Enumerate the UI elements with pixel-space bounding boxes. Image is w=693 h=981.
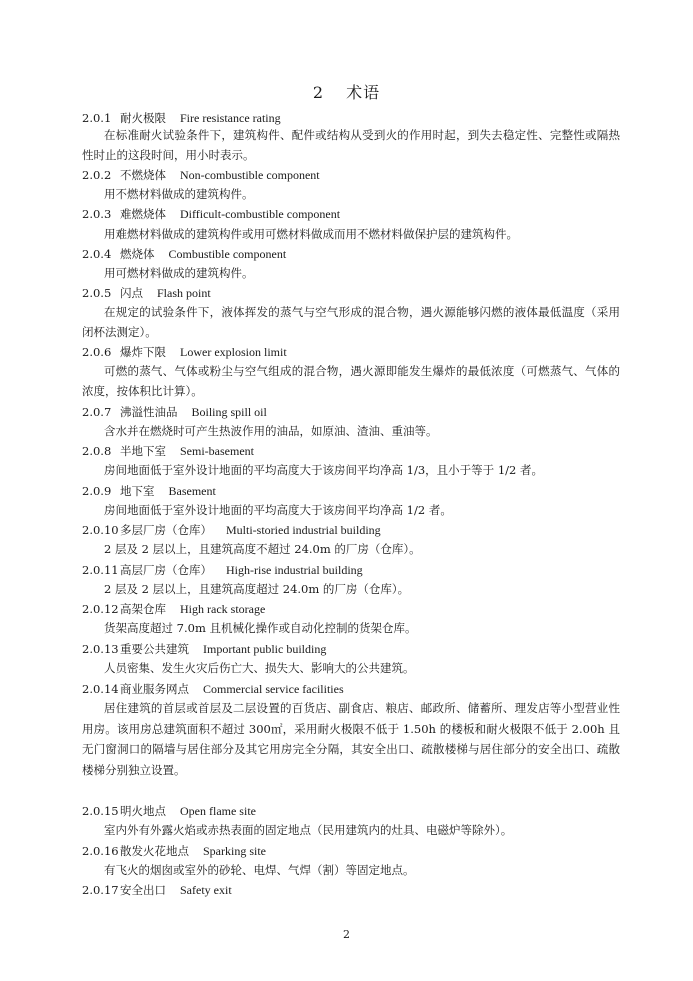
term-name-en: Open flame site: [180, 804, 256, 818]
term-definition: 2 层及 2 层以上，且建筑高度不超过 24.0m 的厂房（仓库）。: [104, 542, 421, 556]
term-definition: 房间地面低于室外设计地面的平均高度大于该房间平均净高 1/3，且小于等于 1/2 者。: [104, 463, 543, 477]
term-name-en: Sparking site: [203, 844, 266, 858]
term-heading: [82, 641, 326, 657]
term-number: 2.0.11: [82, 563, 119, 577]
page-number: 2: [343, 928, 350, 941]
term-name-cn: 沸溢性油品: [120, 405, 178, 419]
term-name-en: High rack storage: [180, 602, 266, 616]
term-number: 2.0.7: [82, 405, 112, 419]
term-name-en: High-rise industrial building: [226, 563, 363, 577]
term-definition: 室内外有外露火焰或赤热表面的固定地点（民用建筑内的灶具、电磁炉等除外）。: [104, 823, 513, 837]
term-heading: [82, 404, 267, 420]
term-number: 2.0.10: [82, 523, 119, 537]
term-name-en: Safety exit: [180, 883, 232, 897]
term-number: 2.0.4: [82, 247, 112, 261]
term-name-cn: 难燃烧体: [120, 207, 166, 221]
term-number: 2.0.6: [82, 345, 112, 359]
term-number: 2.0.12: [82, 602, 119, 616]
term-name-en: Important public building: [203, 642, 327, 656]
term-number: 2.0.5: [82, 286, 112, 300]
term-number: 2.0.3: [82, 207, 112, 221]
term-definition: 房间地面低于室外设计地面的平均高度大于该房间平均净高 1/2 者。: [104, 503, 452, 517]
term-name-cn: 高层厂房（仓库）: [120, 563, 212, 577]
term-name-en: Boiling spill oil: [191, 405, 267, 419]
term-heading: [82, 246, 286, 262]
term-definition: 在规定的试验条件下，液体挥发的蒸气与空气形成的混合物，遇火源能够闪燃的液体最低温度（采用闭杯法测定）。: [82, 305, 620, 339]
term-heading: [82, 681, 344, 697]
term-name-en: Semi-basement: [180, 444, 254, 458]
term-number: 2.0.9: [82, 484, 112, 498]
term-definition: 用不燃材料做成的建筑构件。: [104, 187, 254, 201]
term-name-cn: 明火地点: [120, 804, 166, 818]
term-name-en: Fire resistance rating: [180, 111, 281, 125]
term-definition: 货架高度超过 7.0m 且机械化操作或自动化控制的货架仓库。: [104, 621, 417, 635]
term-definition: 2 层及 2 层以上，且建筑高度超过 24.0m 的厂房（仓库）。: [104, 582, 410, 596]
term-heading: [82, 110, 281, 126]
term-heading: [82, 601, 265, 617]
term-name-en: Combustible component: [168, 247, 287, 261]
term-name-cn: 重要公共建筑: [120, 642, 189, 656]
term-heading: [82, 167, 320, 183]
term-number: 2.0.16: [82, 844, 119, 858]
term-heading: [82, 562, 363, 578]
term-name-en: Lower explosion limit: [180, 345, 287, 359]
term-name-en: Commercial service facilities: [203, 682, 344, 696]
term-heading: [82, 843, 266, 859]
term-heading: [82, 483, 216, 499]
term-name-en: Difficult-combustible component: [180, 207, 341, 221]
term-name-cn: 耐火极限: [120, 111, 166, 125]
term-heading: [82, 285, 211, 301]
term-heading: [82, 443, 254, 459]
term-name-cn: 多层厂房（仓库）: [120, 523, 212, 537]
term-number: 2.0.13: [82, 642, 119, 656]
term-definition: 用可燃材料做成的建筑构件。: [104, 266, 254, 280]
term-number: 2.0.15: [82, 804, 119, 818]
term-name-cn: 闪点: [120, 286, 143, 300]
term-name-cn: 安全出口: [120, 883, 166, 897]
term-name-en: Non-combustible component: [180, 168, 320, 182]
term-heading: [82, 882, 232, 898]
term-heading: [82, 344, 287, 360]
term-definition: 可燃的蒸气、气体或粉尘与空气组成的混合物，遇火源即能发生爆炸的最低浓度（可燃蒸气、气体的浓度，按体积比计算）。: [82, 364, 620, 398]
term-name-cn: 燃烧体: [120, 247, 155, 261]
term-number: 2.0.1: [82, 111, 112, 125]
term-name-en: Basement: [168, 484, 216, 498]
term-name-cn: 不燃烧体: [120, 168, 166, 182]
term-number: 2.0.14: [82, 682, 119, 696]
term-definition: 人员密集、发生火灾后伤亡大、损失大、影响大的公共建筑。: [104, 661, 415, 675]
term-definition: 在标准耐火试验条件下，建筑构件、配件或结构从受到火的作用时起，到失去稳定性、完整性或隔热性时止的这段时间，用小时表示。: [82, 128, 620, 162]
term-definition: 用难燃材料做成的建筑构件或用可燃材料做成而用不燃材料做保护层的建筑构件。: [104, 227, 518, 241]
term-definition: 有飞火的烟囱或室外的砂轮、电焊、气焊（割）等固定地点。: [104, 863, 415, 877]
term-heading: [82, 803, 256, 819]
term-number: 2.0.2: [82, 168, 112, 182]
term-heading: [82, 522, 381, 538]
term-number: 2.0.8: [82, 444, 112, 458]
term-definition: 含水并在燃烧时可产生热波作用的油品，如原油、渣油、重油等。: [104, 424, 438, 438]
term-name-cn: 半地下室: [120, 444, 166, 458]
term-name-cn: 爆炸下限: [120, 345, 166, 359]
term-name-en: Multi-storied industrial building: [226, 523, 381, 537]
term-number: 2.0.17: [82, 883, 119, 897]
term-name-cn: 散发火花地点: [120, 844, 189, 858]
term-definition: 居住建筑的首层或首层及二层设置的百货店、副食店、粮店、邮政所、储蓄所、理发店等小型营业性用房。该用房总建筑面积不超过 300㎡，采用耐火极限不低于 1.50h 的楼板和耐火极限不低于 2.00h 且无门窗洞口的隔墙与居住部分及其它用房完全分隔，其安全出口、疏散楼梯与居住部分的安全出口、疏散楼梯分别独立设置。: [82, 701, 620, 777]
term-name-cn: 地下室: [120, 484, 155, 498]
chapter-title: 术语: [346, 83, 381, 102]
term-name-cn: 高架仓库: [120, 602, 166, 616]
chapter-number: 2: [312, 83, 325, 102]
term-name-cn: 商业服务网点: [120, 682, 189, 696]
term-heading: [82, 206, 340, 222]
term-name-en: Flash point: [157, 286, 211, 300]
